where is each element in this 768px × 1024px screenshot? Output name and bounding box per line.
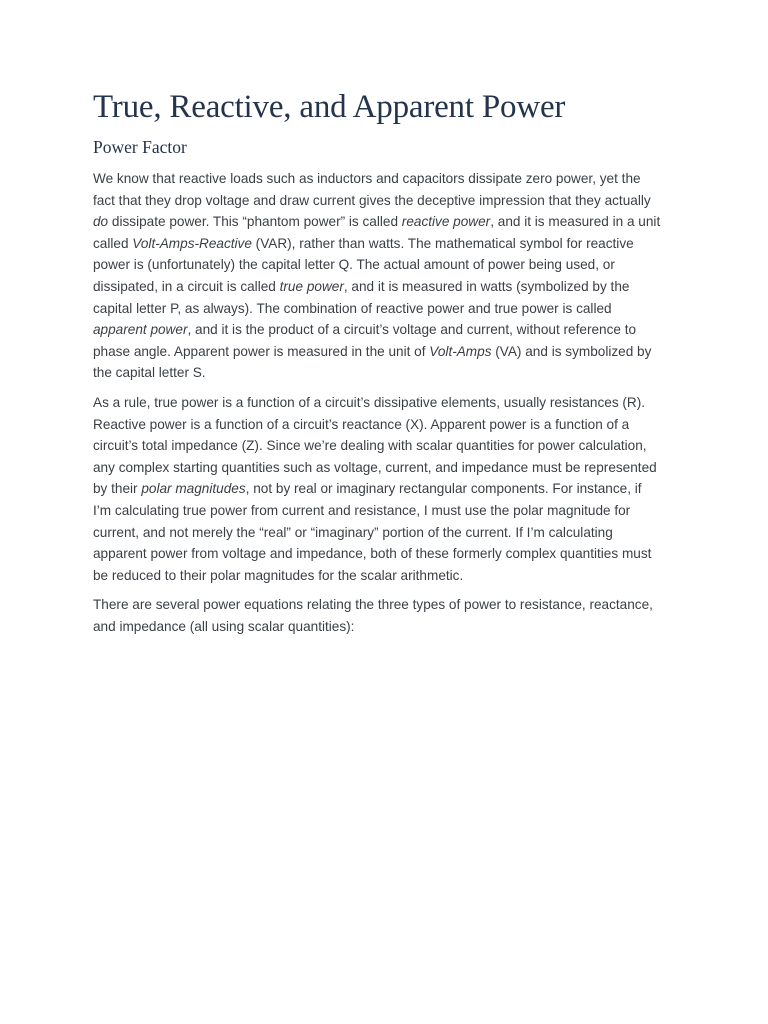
text-run: (VAR), rather than watts. The mathematical symbol for reactive power is (unfortunately) the capital letter Q. The actual amount of power being used, or dissipated, in a circuit is called xyxy=(93,235,634,294)
text-run: (VA) and is symbolized by the capital letter S. xyxy=(93,343,652,381)
text-run: , and it is measured in watts (symbolized by the capital letter P, as always). The combination of reactive power and true power is called xyxy=(93,278,630,316)
text-run: dissipate power. This “phantom power” is called xyxy=(108,214,402,230)
paragraph-power-equations xyxy=(93,594,663,637)
italic-term: Volt-Amps-Reactive xyxy=(132,235,252,251)
paragraph-reactive-power xyxy=(93,168,663,384)
paragraph-polar-magnitudes xyxy=(93,392,663,586)
italic-term: true power xyxy=(279,278,344,294)
text-run: There are several power equations relating the three types of power to resistance, reactance, and impedance (all using scalar quantities): xyxy=(93,597,653,634)
text-run: As a rule, true power is a function of a circuit’s dissipative elements, usually resistances (R). Reactive power is a function of a circuit’s reactance (X). Apparent power is a function of a circuit’s total impedance (Z). Since we’re dealing with scalar quantities for power calculation, any complex starting quantities such as voltage, current, and impedance must be represented by their xyxy=(93,394,657,497)
italic-term: apparent power xyxy=(93,322,188,338)
document-title: True, Reactive, and Apparent Power xyxy=(93,89,566,125)
text-run: We know that reactive loads such as inductors and capacitors dissipate zero power, yet the fact that they drop voltage and draw current gives the deceptive impression that they actually xyxy=(93,171,651,208)
text-run: , not by real or imaginary rectangular components. For instance, if I’m calculating true power from current and resistance, I must use the polar magnitude for current, and not merely the “real” or “imaginary” portion of the current. If I’m calculating apparent power from voltage and impedance, both of these formerly complex quantities must be reduced to their polar magnitudes for the scalar arithmetic. xyxy=(93,481,652,583)
italic-term: do xyxy=(93,214,109,230)
document-page xyxy=(93,86,663,637)
italic-term: reactive power xyxy=(401,214,491,230)
italic-term: Volt-Amps xyxy=(429,343,492,359)
italic-term: polar magnitudes xyxy=(141,481,246,497)
text-run: , and it is the product of a circuit’s voltage and current, without reference to phase angle. Apparent power is measured in the unit of xyxy=(93,322,637,359)
text-run: , and it is measured in a unit called xyxy=(93,214,661,251)
document-subtitle: Power Factor xyxy=(93,137,187,157)
